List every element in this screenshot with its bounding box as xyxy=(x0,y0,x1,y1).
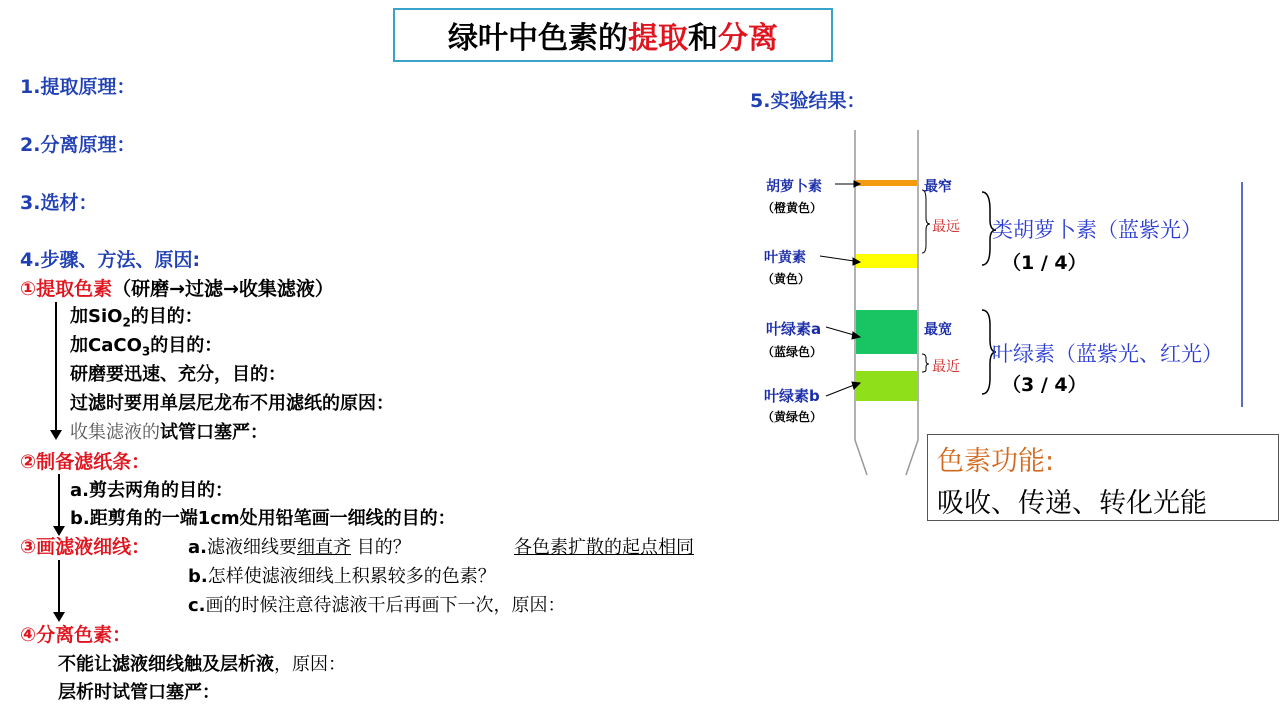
step3-heading: ③画滤液细线： xyxy=(20,536,151,558)
label-carotene: 胡萝卜素 xyxy=(766,179,822,195)
pigment-function-box xyxy=(927,434,1279,521)
label-carotenoids: 类胡萝卜素（蓝紫光） xyxy=(992,218,1202,242)
step1-heading-black: （研磨→过滤→收集滤液） xyxy=(112,278,334,300)
section-materials: 3.选材： xyxy=(20,192,98,214)
band-chlorophyll-b xyxy=(856,371,917,401)
label-chlorophyll-b-color: （黄绿色） xyxy=(762,410,823,424)
section-extraction-principle: 1.提取原理： xyxy=(20,76,136,98)
title-part2: 提取 xyxy=(628,21,688,56)
step1-sio2 xyxy=(70,302,203,330)
label-xanthophyll-color: （黄色） xyxy=(762,272,811,286)
label-farthest: 最远 xyxy=(932,219,960,235)
collect-text-a: 收集滤液的 xyxy=(70,422,160,443)
step3-c-text: 画的时候注意待滤液干后再画下一次，原因： xyxy=(205,595,566,616)
band-chlorophyll-a xyxy=(856,310,917,354)
step2-a: a.剪去两角的目的： xyxy=(70,480,233,501)
step1-heading-red: ①提取色素 xyxy=(20,278,113,300)
arrow-chl-a xyxy=(826,327,854,335)
arrow-xanthophyll xyxy=(820,256,854,261)
step3-c-label: c. xyxy=(188,595,206,616)
step3-a-answer: 各色素扩散的起点相同 xyxy=(514,537,694,558)
section-results: 5.实验结果： xyxy=(750,90,866,112)
label-chlorophyll-a: 叶绿素a xyxy=(766,320,822,338)
caco3-sub: 3 xyxy=(141,344,151,359)
step3-a-underline: 细直齐 xyxy=(296,537,351,558)
label-chlorophylls-ratio: （3 / 4） xyxy=(1002,374,1087,396)
step1-caco3 xyxy=(70,331,222,359)
step1-arrow xyxy=(55,302,57,438)
title-part4: 分离 xyxy=(718,21,778,56)
label-widest: 最宽 xyxy=(924,322,952,338)
title-part3: 和 xyxy=(688,21,718,56)
label-carotenoids-ratio: （1 / 4） xyxy=(1002,252,1087,274)
step1-collect xyxy=(70,418,268,444)
step3-b xyxy=(188,562,496,588)
label-chlorophylls: 叶绿素（蓝紫光、红光） xyxy=(992,342,1223,366)
collect-text-b: 试管口塞严 xyxy=(160,422,250,443)
chromatography-diagram xyxy=(740,120,1260,480)
step3-a-text1: 滤液细线要 xyxy=(206,537,297,558)
sio2-text2: 的目的： xyxy=(130,306,203,327)
label-xanthophyll: 叶黄素 xyxy=(764,250,806,266)
step1-heading xyxy=(20,274,334,301)
label-narrowest: 最窄 xyxy=(924,179,952,195)
step3-arrow xyxy=(58,560,60,620)
step4-line2: 层析时试管口塞严： xyxy=(58,682,220,703)
function-title: 色素功能: xyxy=(937,446,1055,477)
step4-heading: ④分离色素： xyxy=(20,624,132,646)
brace-farthest xyxy=(922,190,930,253)
caco3-text2: 的目的： xyxy=(150,335,223,356)
section-steps: 4.步骤、方法、原因: xyxy=(20,249,201,271)
step4-line1-a: 不能让滤液细线触及层析液 xyxy=(58,654,274,675)
step2-arrow xyxy=(58,474,60,534)
title-part1: 绿叶中色素的 xyxy=(448,21,628,56)
label-nearest: 最近 xyxy=(932,359,960,375)
step1-grind: 研磨要迅速、充分，目的： xyxy=(70,364,286,385)
step3-a xyxy=(188,533,411,559)
section-separation-principle: 2.分离原理： xyxy=(20,134,136,156)
step3-a-label: a. xyxy=(188,537,207,558)
collect-text-c: ： xyxy=(250,422,268,443)
brace-nearest xyxy=(922,354,929,372)
step3-a-text2: 目的？ xyxy=(350,537,411,558)
step1-filter: 过滤时要用单层尼龙布不用滤纸的原因： xyxy=(70,393,394,414)
step2-b: b.距剪角的一端1cm处用铅笔画一细线的目的： xyxy=(70,508,456,529)
band-xanthophyll xyxy=(856,254,917,268)
label-chlorophyll-a-color: （蓝绿色） xyxy=(762,345,823,359)
arrow-chl-b xyxy=(826,385,854,396)
step3-b-text: 怎样使滤液细线上积累较多的色素？ xyxy=(207,566,496,587)
step3-b-label: b. xyxy=(188,566,208,587)
step3-c xyxy=(188,591,566,617)
page-title xyxy=(393,8,833,62)
step4-line1 xyxy=(58,650,346,676)
sio2-text: 加SiO xyxy=(70,306,123,327)
band-carotene xyxy=(856,180,917,186)
caco3-text: 加CaCO xyxy=(70,335,142,356)
sio2-sub: 2 xyxy=(122,315,131,330)
label-chlorophyll-b: 叶绿素b xyxy=(764,387,820,405)
step4-line1-b: ，原因： xyxy=(274,654,346,675)
step2-heading: ②制备滤纸条： xyxy=(20,451,151,473)
label-carotene-color: （橙黄色） xyxy=(762,201,823,215)
function-text: 吸收、传递、转化光能 xyxy=(937,488,1207,519)
